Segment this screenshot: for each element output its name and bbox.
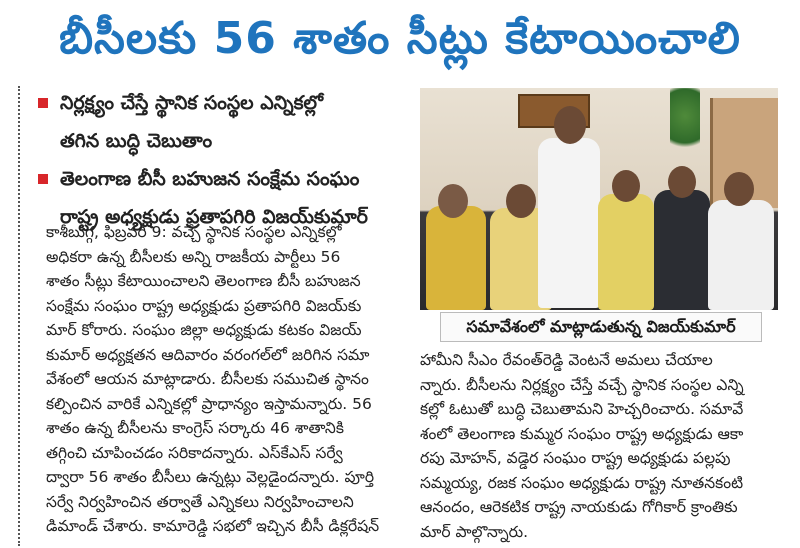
body-line: అధికరా ఉన్న బీసీలకు అన్ని రాజకీయ పార్టీలు 56: [46, 247, 341, 266]
body-line: మార్ పాల్గొన్నారు.: [420, 522, 529, 541]
potted-plant: [670, 88, 700, 158]
standing-person: [538, 138, 600, 308]
body-line: కాశీబుగ్గ, ఫిబ్రవరి 9: వచ్చే స్థానిక సంస్థల ఎన్నికల్లో: [46, 223, 342, 241]
bullet-line: తెలంగాణ బీసీ బహుజన సంక్షేమ సంఘం: [60, 168, 360, 190]
body-line: సర్వే నిర్వహించిన తర్వాతే ఎన్నికలు నిర్వహించాలని: [46, 492, 354, 511]
person-head: [668, 166, 696, 198]
bullet-item: [36, 84, 416, 160]
body-line: సంక్షేమ సంఘం రాష్ట్ర అధ్యక్షుడు ప్రతాపగిరి విజయ్‌కు: [46, 296, 362, 315]
body-line: వేశంలో ఆయన మాట్లాడారు. బీసీలకు సముచిత స్థానం: [46, 370, 369, 388]
body-line: హామీని సీఎం రేవంత్‌రెడ్డి వెంటనే అమలు చేయాల: [420, 351, 713, 369]
red-square-bullet-icon: [38, 174, 48, 184]
body-line: శంలో తెలంగాణ కుమ్మర సంఘం రాష్ట్ర అధ్యక్షుడు ఆకా: [420, 424, 744, 443]
body-line: సమ్మయ్య, రజక సంఘం అధ్యక్షుడు రాష్ట్ర నూతనకంటి: [420, 473, 744, 492]
news-photo: [420, 88, 778, 310]
seated-person: [598, 194, 654, 310]
person-head: [506, 184, 536, 218]
bullet-line: తగిన బుద్ధి చెబుతాం: [60, 130, 213, 152]
body-line: కుమార్ అధ్యక్షతన ఆదివారం వరంగల్‌లో జరిగిన సమా: [46, 345, 370, 364]
body-line: శాతం సీట్లు కేటాయించాలని తెలంగాణ బీసీ బహుజన: [46, 272, 361, 290]
person-head: [438, 184, 468, 218]
body-line: మార్ కోరారు. సంఘం జిల్లా అధ్యక్షుడు కటకం విజయ్: [46, 321, 362, 339]
person-head: [554, 106, 586, 144]
body-line: రపు మోహన్, వడ్డెర సంఘం రాష్ట్ర అధ్యక్షుడు పల్లపు: [420, 449, 731, 467]
seated-person: [426, 206, 486, 310]
column-rule: [18, 86, 20, 546]
bullet-line: రాష్ట్ర అధ్యక్షుడు ప్రతాపగిరి విజయ్‌కుమార్: [60, 206, 368, 228]
body-line: ద్వారా 56 శాతం బీసీలు ఉన్నట్లు వెల్లడైందన్నారు. పూర్తి: [46, 468, 375, 486]
body-line: కల్లో ఓటుతో బుద్ధి చెబుతామని హెచ్చరించారు. సమావే: [420, 400, 744, 418]
seated-person: [654, 190, 710, 310]
body-line: ఆనందం, ఆరెకటిక రాష్ట్ర నాయకుడు గోగికార్ క్రాంతికు: [420, 498, 738, 516]
red-square-bullet-icon: [38, 98, 48, 108]
article-headline: బీసీలకు 56 శాతం సీట్లు కేటాయించాలి: [59, 13, 741, 64]
body-line: తగ్గించి చూపించడం సరికాదన్నారు. ఎస్‌కేఎస్ సర్వే: [46, 443, 343, 462]
photo-caption: సమావేశంలో మాట్లాడుతున్న విజయ్‌కుమార్: [440, 312, 762, 342]
body-column-right: [420, 348, 780, 544]
headline-band: [0, 0, 800, 80]
bullet-line: నిర్లక్ష్యం చేస్తే స్థానిక సంస్థల ఎన్నికల్లో: [60, 92, 324, 114]
body-column-left: [46, 220, 406, 539]
person-head: [612, 170, 640, 202]
body-line: కల్పించిన వారికే ఎన్నికల్లో ప్రాధాన్యం ఇస్తామన్నారు. 56: [46, 394, 372, 413]
bullet-list: [36, 84, 416, 236]
body-line: న్నారు. బీసీలను నిర్లక్ష్యం చేస్తే వచ్చే స్థానిక సంస్థల ఎన్ని: [420, 375, 744, 394]
person-head: [724, 172, 754, 206]
body-line: శాతం ఉన్న బీసీలను కాంగ్రెస్ సర్కారు 46 శాతానికి: [46, 419, 344, 437]
body-line: డిమాండ్ చేశారు. కామారెడ్డి సభలో ఇచ్చిన బీసీ డిక్లరేషన్: [46, 517, 380, 535]
seated-person: [708, 200, 774, 310]
